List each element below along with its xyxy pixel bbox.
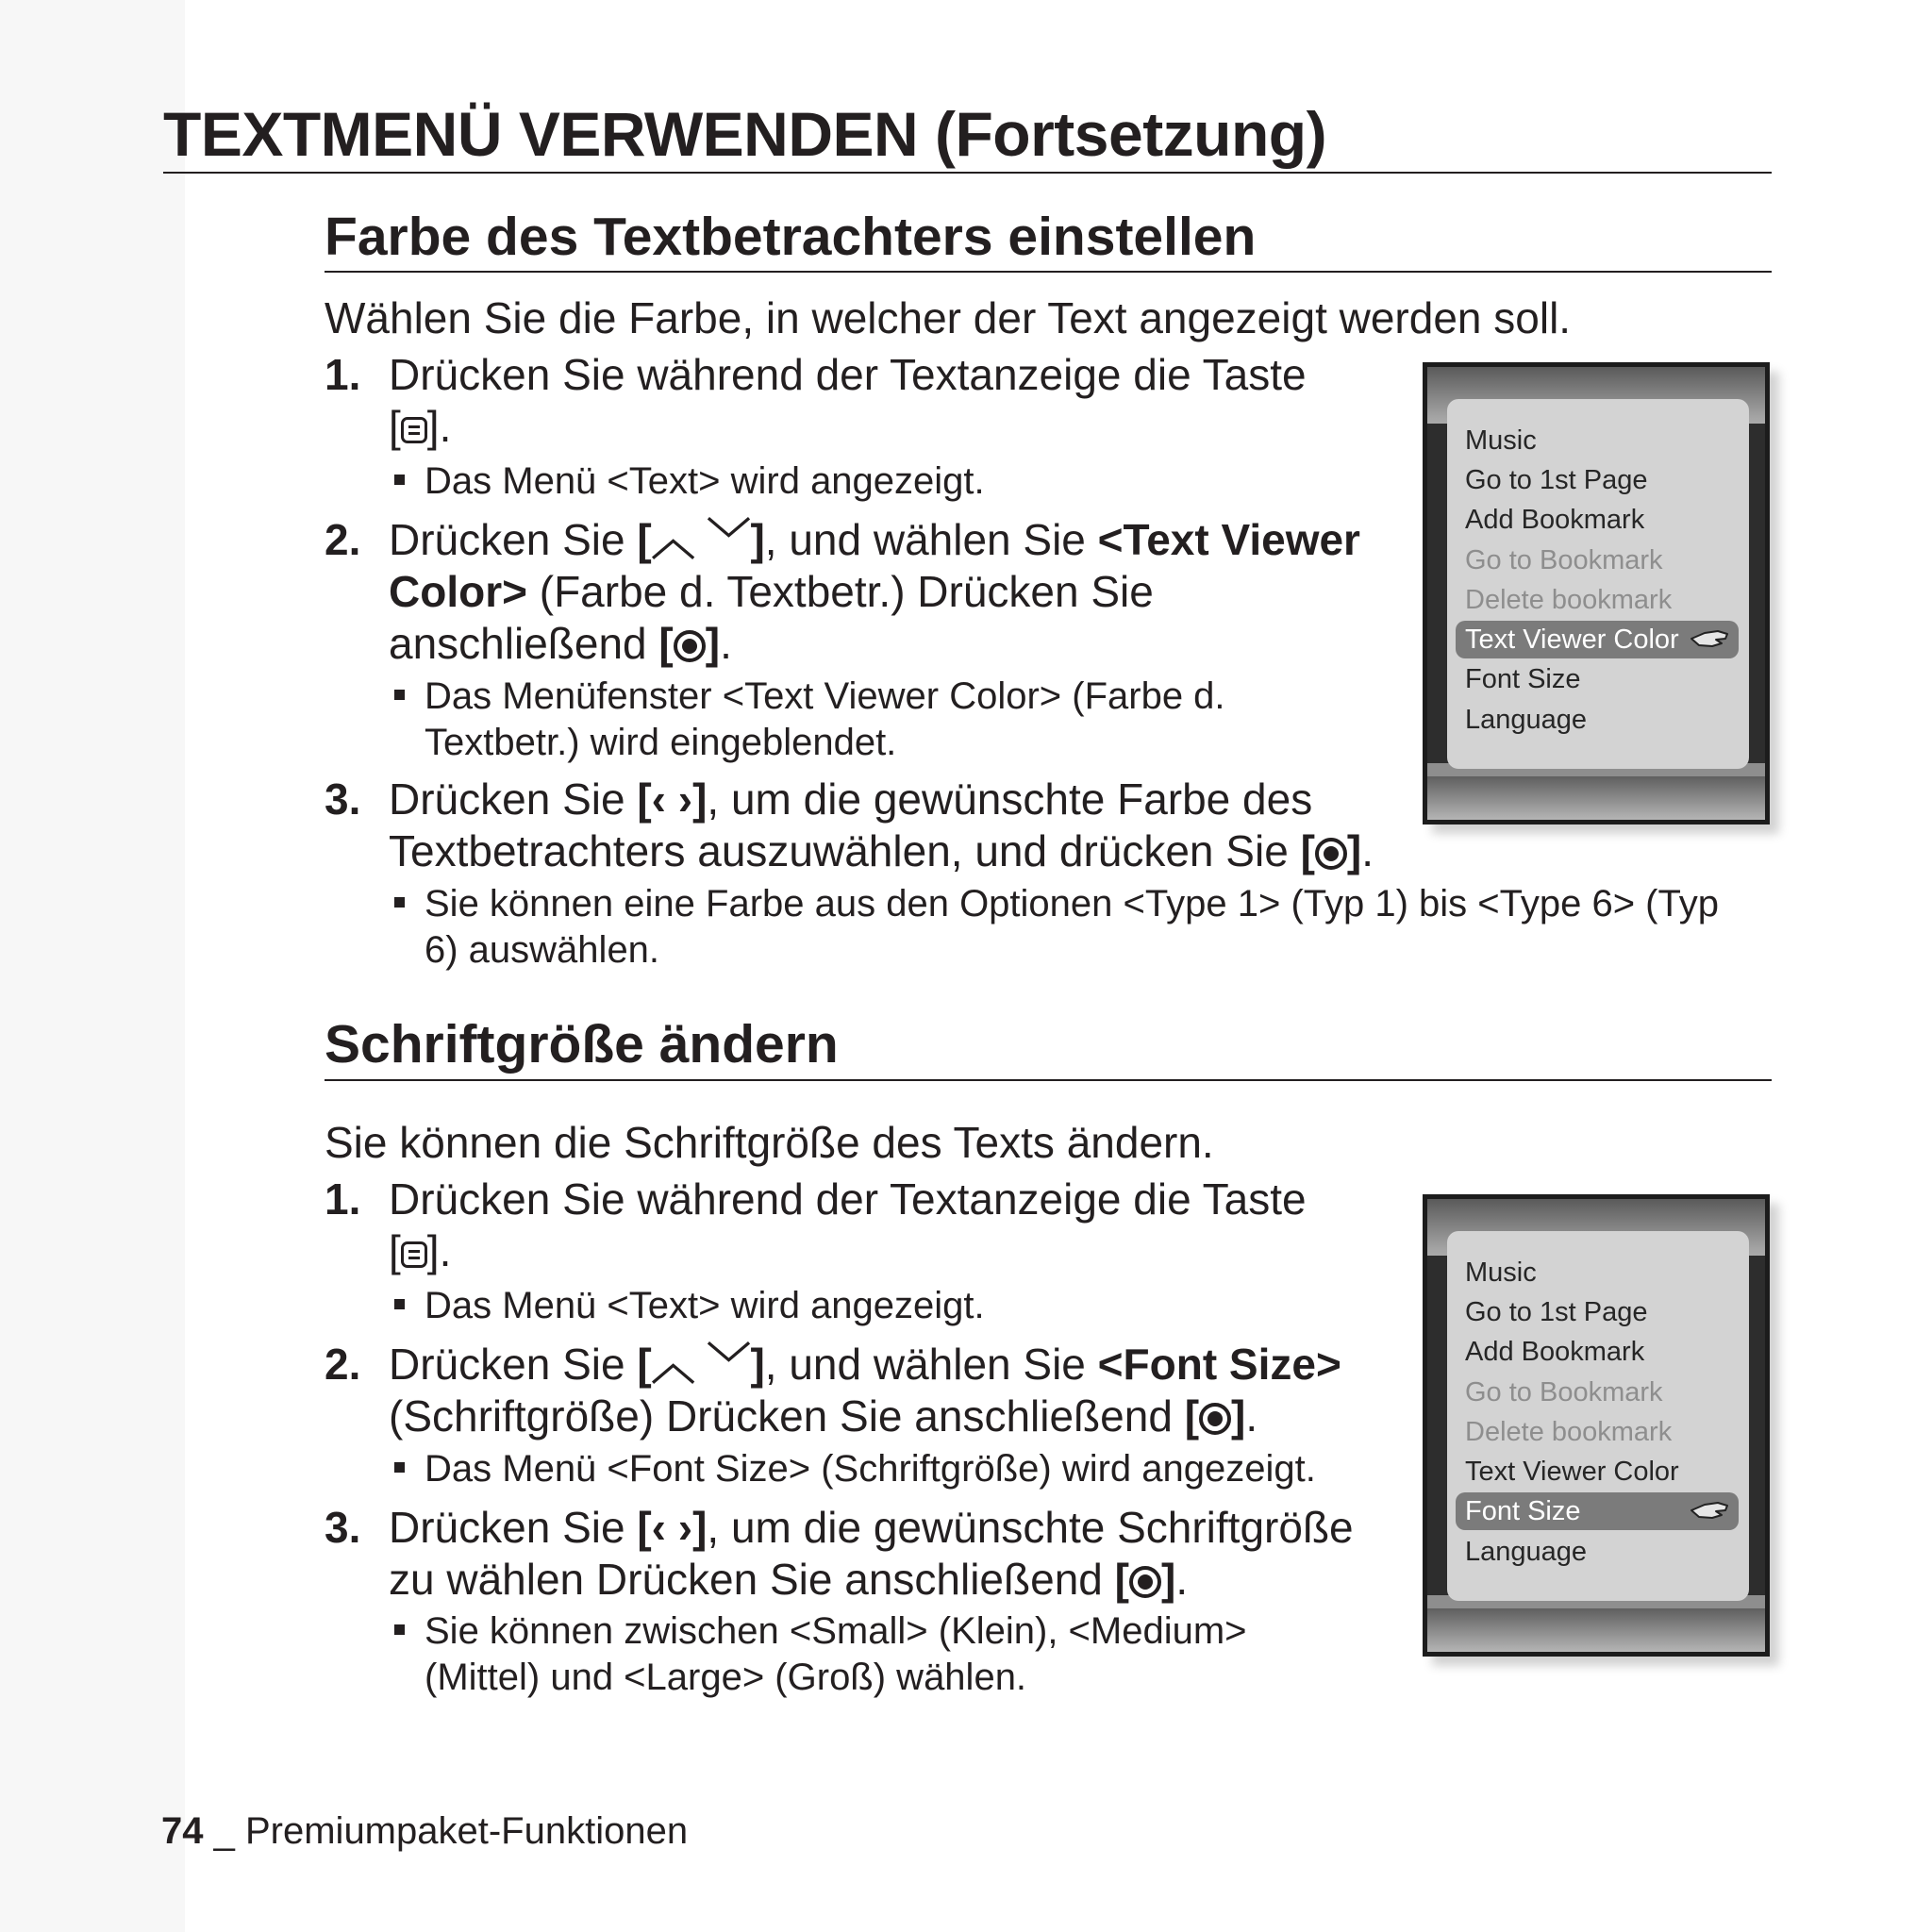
select-button-icon [1315, 838, 1347, 870]
pointer-hand-icon [1690, 625, 1729, 650]
menu-item-text-viewer-color[interactable]: Text Viewer Color [1465, 1457, 1679, 1487]
page-footer: 74 _ Premiumpaket-Funktionen [161, 1810, 689, 1852]
step-1-note: Das Menü <Text> wird angezeigt. [389, 1283, 1332, 1329]
step-3-note: Sie können eine Farbe aus den Optionen <Type 1> (Typ 1) bis <Type 6> (Typ 6) auswählen. [389, 881, 1728, 974]
bullet-square [394, 690, 405, 700]
bullet-square [394, 1624, 405, 1635]
step-text: Drücken Sie während der Textanzeige die Taste [389, 1174, 1307, 1224]
bullet-square [394, 1299, 405, 1309]
menu-button-icon [401, 1241, 427, 1268]
menu-button-icon [401, 417, 427, 443]
step-1-note: Das Menü <Text> wird angezeigt. [389, 458, 1332, 505]
step-number: 2. [325, 1340, 361, 1389]
step-number: 2. [325, 515, 361, 564]
left-right-button-icon: [‹ ›] [637, 774, 708, 824]
bullet-square [394, 1462, 405, 1473]
bullet-square [394, 475, 405, 485]
step-text: Drücken Sie während der Textanzeige die Taste [389, 350, 1307, 399]
step-1: 1. Drücken Sie während der Textanzeige die Taste [ ]. [325, 1174, 1307, 1275]
select-button-icon [674, 630, 706, 662]
step-2: 2. Drücken Sie [︿ ﹀], und wählen Sie <Font Size> (Schriftgröße) Drücken Sie anschließend [ ]. [325, 1340, 1341, 1441]
section-intro: Wählen Sie die Farbe, in welcher der Text angezeigt werden soll. [325, 293, 1572, 342]
menu-item-delete-bookmark: Delete bookmark [1465, 585, 1673, 615]
step-1: 1. Drücken Sie während der Textanzeige die Taste [ ]. [325, 350, 1307, 451]
page-number: 74 [161, 1810, 204, 1852]
step-2-note: Das Menüfenster <Text Viewer Color> (Farbe d. Textbetr.) wird eingeblendet. [389, 674, 1313, 766]
step-number: 3. [325, 1503, 361, 1552]
menu-item-go-to-bookmark: Go to Bookmark [1465, 545, 1663, 575]
pointer-hand-icon [1690, 1497, 1729, 1522]
menu-option-name: <Font Size> [1097, 1340, 1341, 1389]
menu-item-music[interactable]: Music [1465, 1257, 1537, 1288]
footer-section: Premiumpaket-Funktionen [244, 1810, 689, 1852]
menu-item-language[interactable]: Language [1465, 1537, 1588, 1567]
step-number: 1. [325, 350, 361, 399]
step-3: 3. Drücken Sie [‹ ›], um die gewünschte Schriftgröße zu wählen Drücken Sie anschließend [ ]. [325, 1503, 1354, 1604]
menu-item-text-viewer-color[interactable]: Text Viewer Color [1456, 621, 1739, 658]
text-menu-panel [1447, 1231, 1749, 1601]
menu-item-font-size[interactable]: Font Size [1465, 664, 1581, 694]
up-down-button-icon: [︿ ﹀] [637, 1340, 765, 1389]
menu-item-music[interactable]: Music [1465, 425, 1537, 456]
section-heading-font-size: Schriftgröße ändern [325, 1014, 839, 1074]
menu-item-language[interactable]: Language [1465, 705, 1588, 735]
page-title: TEXTMENÜ VERWENDEN (Fortsetzung) [163, 99, 1327, 169]
select-button-icon [1129, 1566, 1161, 1598]
step-2-note: Das Menü <Font Size> (Schriftgröße) wird angezeigt. [389, 1446, 1407, 1492]
section-rule [325, 1079, 1772, 1081]
section-rule [325, 271, 1772, 273]
menu-item-go-to-bookmark: Go to Bookmark [1465, 1377, 1663, 1407]
select-button-icon [1199, 1403, 1231, 1435]
step-3-note: Sie können zwischen <Small> (Klein), <Medium> (Mittel) und <Large> (Groß) wählen. [389, 1608, 1332, 1701]
menu-item-go-to-1st-page[interactable]: Go to 1st Page [1465, 1297, 1648, 1327]
title-rule [163, 172, 1772, 174]
step-number: 1. [325, 1174, 361, 1224]
step-number: 3. [325, 774, 361, 824]
menu-item-add-bookmark[interactable]: Add Bookmark [1465, 1337, 1645, 1367]
menu-item-go-to-1st-page[interactable]: Go to 1st Page [1465, 465, 1648, 495]
menu-item-add-bookmark[interactable]: Add Bookmark [1465, 505, 1645, 535]
device-screen-text-color [1423, 362, 1770, 824]
up-down-button-icon: [︿ ﹀] [637, 515, 765, 564]
step-3: 3. Drücken Sie [‹ ›], um die gewünschte Farbe des Textbetrachters auszuwählen, und drücken Sie [ ]. [325, 774, 1374, 875]
section-heading-text-color: Farbe des Textbetrachters einstellen [325, 207, 1257, 267]
text-menu-panel [1447, 399, 1749, 769]
bullet-square [394, 897, 405, 908]
menu-item-delete-bookmark: Delete bookmark [1465, 1417, 1673, 1447]
section-intro: Sie können die Schriftgröße des Texts ändern. [325, 1118, 1214, 1167]
left-right-button-icon: [‹ ›] [637, 1503, 708, 1552]
menu-item-font-size[interactable]: Font Size [1456, 1492, 1739, 1530]
device-screen-font-size [1423, 1194, 1770, 1657]
menu-option-name: <Text Viewer Color> [389, 515, 1360, 616]
step-2: 2. Drücken Sie [︿ ﹀], und wählen Sie <Text Viewer Color> (Farbe d. Textbetr.) Drücken Sie anschließend [ ]. [325, 515, 1360, 668]
